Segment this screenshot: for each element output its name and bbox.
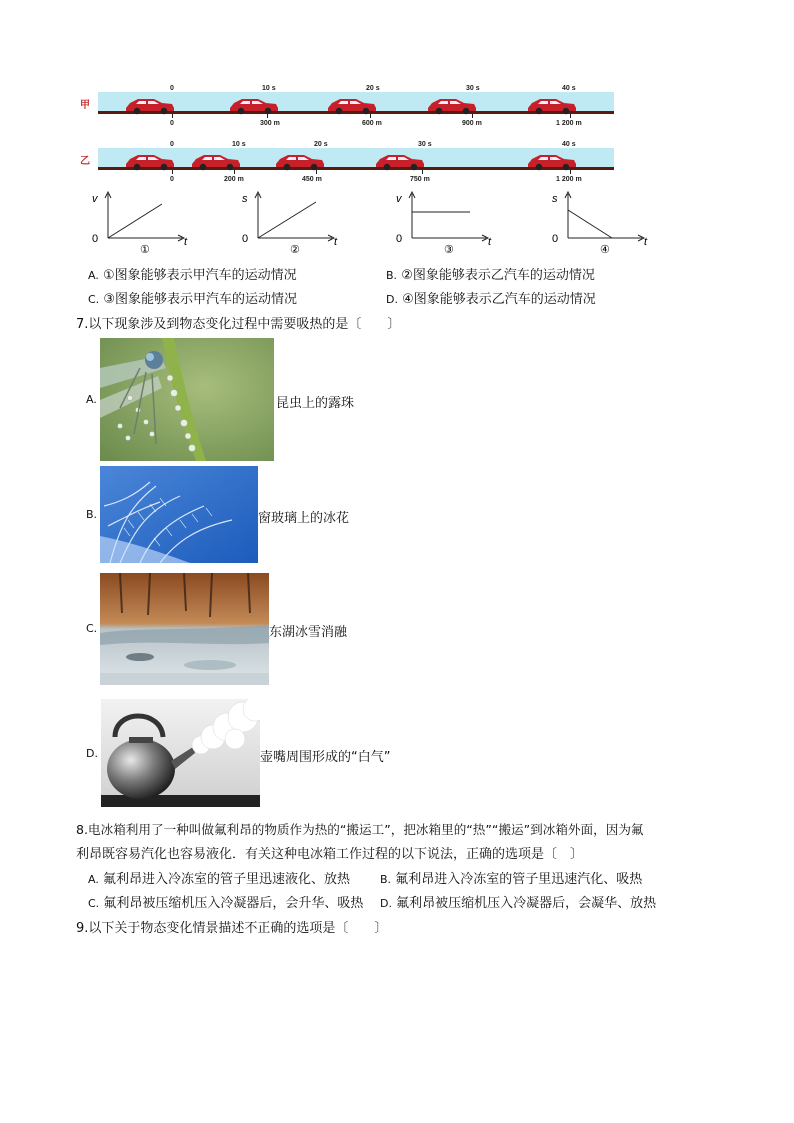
road-jia-time-3: 30 s bbox=[466, 85, 480, 92]
road-yi-dist-1: 200 m bbox=[224, 176, 244, 183]
road-jia-tick-2 bbox=[370, 114, 371, 118]
q6-option-d-letter: D. bbox=[386, 293, 398, 306]
graph-2-number: ② bbox=[290, 244, 300, 256]
road-jia-dist-0: 0 bbox=[170, 120, 174, 127]
q7-option-a-letter[interactable]: A. bbox=[86, 393, 97, 406]
graph-1-number: ① bbox=[140, 244, 150, 256]
q7-option-b-letter[interactable]: B. bbox=[86, 508, 98, 521]
road-jia-dist-2: 600 m bbox=[362, 120, 382, 127]
q6-option-b[interactable] bbox=[386, 267, 595, 285]
q8-option-b[interactable] bbox=[380, 871, 642, 889]
road-jia-dist-1: 300 m bbox=[260, 120, 280, 127]
q6-option-d[interactable] bbox=[386, 291, 596, 309]
q6-option-c-text: ③图象能够表示甲汽车的运动情况 bbox=[103, 292, 297, 307]
graph-3-xlabel: t bbox=[488, 236, 492, 248]
graph-2 bbox=[238, 190, 348, 256]
road-jia-tick-0 bbox=[172, 114, 173, 118]
road-jia-tick-4 bbox=[570, 114, 571, 118]
road-yi-time-1: 10 s bbox=[232, 141, 246, 148]
q8-option-d-text: 氟利昂被压缩机压入冷凝器后，会凝华、放热 bbox=[396, 896, 657, 911]
road-jia-dist-4: 1 200 m bbox=[556, 120, 582, 127]
road-yi-dist-3: 750 m bbox=[410, 176, 430, 183]
graph-2-ylabel: s bbox=[242, 193, 248, 205]
road-yi-label: 乙 bbox=[80, 156, 90, 167]
road-jia-tick-1 bbox=[267, 114, 268, 118]
road-yi-time-4: 40 s bbox=[562, 141, 576, 148]
graph-2-origin: 0 bbox=[242, 233, 249, 245]
q8-question-line-1: 8.电冰箱利用了一种叫做氟利昂的物质作为热的“搬运工”，把冰箱里的“热”“搬运”到冰箱外面，因为氟 bbox=[76, 822, 644, 837]
graph-2-curve bbox=[258, 202, 316, 238]
graph-1-xlabel: t bbox=[184, 236, 188, 248]
q8-option-b-letter: B. bbox=[380, 873, 392, 886]
graph-1-origin: 0 bbox=[92, 233, 99, 245]
graph-4-xlabel: t bbox=[644, 236, 648, 248]
graph-1-ylabel: v bbox=[92, 193, 98, 205]
road-jia-time-2: 20 s bbox=[366, 85, 380, 92]
graph-4 bbox=[548, 190, 658, 256]
road-yi-time-2: 20 s bbox=[314, 141, 328, 148]
graph-3-origin: 0 bbox=[396, 233, 403, 245]
q7-option-c-letter[interactable]: C. bbox=[86, 622, 98, 635]
graph-2-xlabel: t bbox=[334, 236, 338, 248]
q8-option-a[interactable] bbox=[88, 871, 350, 889]
q8-option-b-text: 氟利昂进入冷冻室的管子里迅速汽化、吸热 bbox=[395, 872, 643, 887]
graph-4-curve bbox=[568, 210, 612, 238]
road-yi-dist-2: 450 m bbox=[302, 176, 322, 183]
road-yi-tick-0 bbox=[172, 170, 173, 174]
graph-4-origin: 0 bbox=[552, 233, 559, 245]
road-yi-tick-2 bbox=[316, 170, 317, 174]
q8-option-c[interactable] bbox=[88, 895, 363, 913]
q7-question: 7.以下现象涉及到物态变化过程中需要吸热的是〔 〕 bbox=[76, 317, 401, 332]
melting-lake-photo bbox=[100, 573, 269, 685]
road-jia-time-1: 10 s bbox=[262, 85, 276, 92]
q7-option-d-text[interactable]: 壶嘴周围形成的“白气” bbox=[260, 750, 391, 765]
q8-question-line-2: 利昂既容易汽化也容易液化．有关这种电冰箱工作过程的以下说法，正确的选项是〔 〕 bbox=[76, 847, 584, 862]
graph-4-number: ④ bbox=[600, 244, 610, 256]
graph-3 bbox=[392, 190, 502, 256]
graph-3-number: ③ bbox=[444, 244, 454, 256]
road-jia-dist-3: 900 m bbox=[462, 120, 482, 127]
q6-option-a-letter: A. bbox=[88, 269, 99, 282]
graph-4-ylabel: s bbox=[552, 193, 558, 205]
road-yi-tick-3 bbox=[422, 170, 423, 174]
graph-1 bbox=[88, 190, 198, 256]
road-yi-time-0: 0 bbox=[170, 141, 174, 148]
road-yi-tick-4 bbox=[570, 170, 571, 174]
road-jia-time-4: 40 s bbox=[562, 85, 576, 92]
graph-1-curve bbox=[108, 204, 162, 238]
q8-option-a-text: 氟利昂进入冷冻室的管子里迅速液化、放热 bbox=[102, 872, 350, 887]
q6-option-c-letter: C. bbox=[88, 293, 100, 306]
road-jia-tick-3 bbox=[472, 114, 473, 118]
q8-option-c-letter: C. bbox=[88, 897, 100, 910]
kettle-steam-photo bbox=[101, 699, 260, 807]
q6-option-d-text: ④图象能够表示乙汽车的运动情况 bbox=[402, 292, 596, 307]
q7-option-c-text[interactable]: 东湖冰雪消融 bbox=[269, 625, 348, 640]
q7-option-d-letter[interactable]: D. bbox=[86, 747, 98, 760]
q6-option-a-text: ①图象能够表示甲汽车的运动情况 bbox=[102, 268, 297, 283]
q8-option-d[interactable] bbox=[380, 895, 656, 913]
q7-option-b-text[interactable]: 窗玻璃上的冰花 bbox=[258, 511, 350, 526]
q8-option-d-letter: D. bbox=[380, 897, 392, 910]
ice-flower-photo bbox=[100, 466, 258, 563]
road-yi-dist-0: 0 bbox=[170, 176, 174, 183]
q8-option-a-letter: A. bbox=[88, 873, 99, 886]
road-yi-dist-4: 1 200 m bbox=[556, 176, 582, 183]
road-yi-tick-1 bbox=[234, 170, 235, 174]
q9-question: 9.以下关于物态变化情景描述不正确的选项是〔 〕 bbox=[76, 921, 388, 936]
graph-3-ylabel: v bbox=[396, 193, 402, 205]
road-jia-label: 甲 bbox=[80, 100, 90, 111]
q6-option-b-text: ②图象能够表示乙汽车的运动情况 bbox=[401, 268, 595, 283]
road-diagram bbox=[70, 78, 630, 190]
q6-option-a[interactable] bbox=[88, 267, 297, 285]
q6-option-b-letter: B. bbox=[386, 269, 398, 282]
q8-option-c-text: 氟利昂被压缩机压入冷凝器后，会升华、吸热 bbox=[103, 896, 364, 911]
q7-option-a-text[interactable]: 昆虫上的露珠 bbox=[276, 396, 355, 411]
q6-option-c[interactable] bbox=[88, 291, 297, 309]
dew-on-insect-photo bbox=[100, 338, 274, 461]
road-yi-time-3: 30 s bbox=[418, 141, 432, 148]
road-jia-time-0: 0 bbox=[170, 85, 174, 92]
